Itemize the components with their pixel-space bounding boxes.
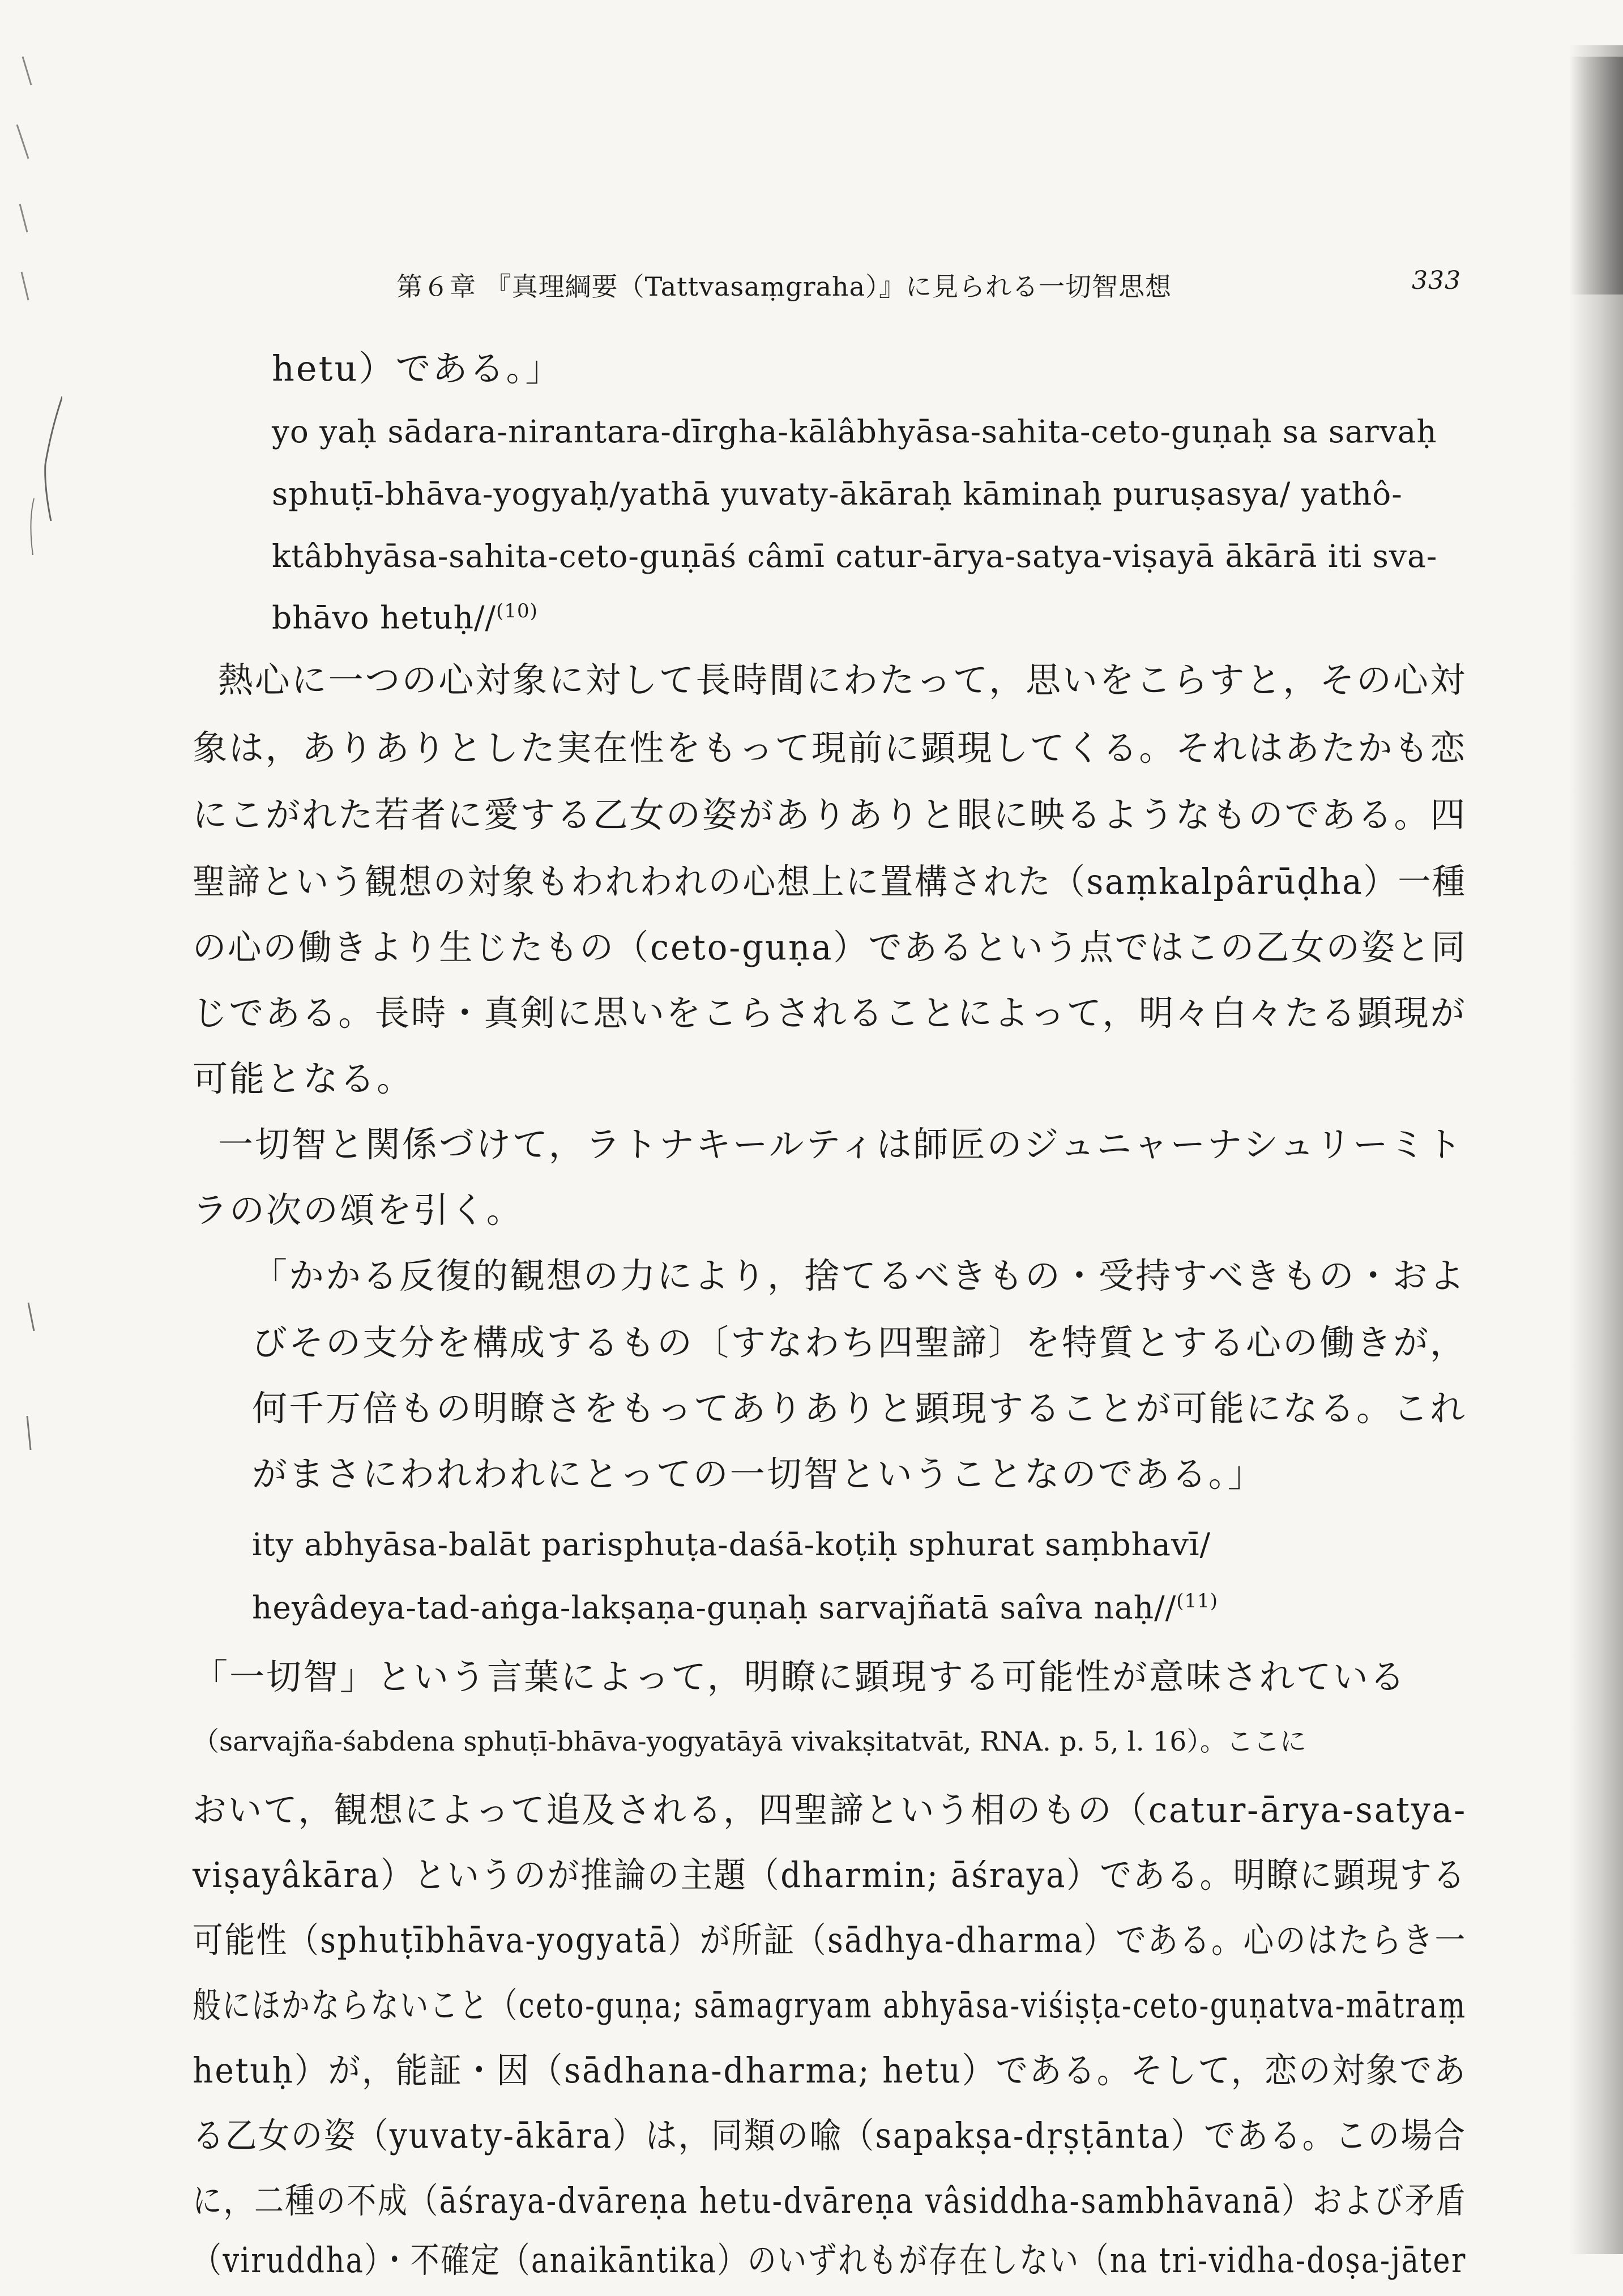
paragraph-line: 象は，ありありとした実在性をもって現前に顕現してくる。それはあたかも恋 [193, 727, 1467, 769]
paragraph-line: 一切智と関係づけて，ラトナキールティは師匠のジュニャーナシュリーミト [218, 1124, 1463, 1165]
paragraph-line: おいて，観想によって追及される，四聖諦という相のもの（catur-ārya-satya- [193, 1789, 1467, 1830]
scan-margin-marks [11, 34, 62, 2016]
sanskrit-line: sphuṭī-bhāva-yogyaḥ/yathā yuvaty-ākāraḥ kāminaḥ puruṣasya/ yathô- [272, 476, 1403, 512]
paragraph-line: 熱心に一つの心対象に対して長時間にわたって，思いをこらすと，その心対 [218, 659, 1467, 701]
paragraph-line: ラの次の頌を引く。 [193, 1189, 523, 1231]
page-number: 333 [1412, 266, 1461, 295]
paragraph-line: （sarvajña-śabdena sphuṭī-bhāva-yogyatāyā vivakṣitatvāt, RNA. p. 5, l. 16）。ここに [193, 1726, 1306, 1757]
scan-edge-shadow-top [1569, 57, 1623, 295]
quotation-line: びその支分を構成するもの〔すなわち四聖諦〕を特質とする心の働きが， [252, 1322, 1467, 1363]
paragraph-line: じである。長時・真剣に思いをこらされることによって，明々白々たる顕現が [193, 992, 1467, 1034]
sanskrit-line [272, 599, 538, 636]
sanskrit-line: yo yaḥ sādara-nirantara-dīrgha-kālâbhyāsa-sahita-ceto-guṇaḥ sa sarvaḥ [272, 413, 1437, 450]
paragraph-line: 可能となる。 [193, 1058, 414, 1099]
footnote-ref: (11) [1176, 1590, 1219, 1612]
sanskrit-text: bhāvo hetuḥ// [272, 599, 497, 636]
paragraph-line: 般にほかならないこと（ceto-guṇa; sāmagryam abhyāsa-viśiṣṭa-ceto-guṇatva-mātraṃ [193, 1985, 1467, 2026]
paragraph-line: 可能性（sphuṭībhāva-yogyatā）が所証（sādhya-dharma）である。心のはたらき一 [193, 1919, 1467, 1961]
sanskrit-line [252, 1589, 1219, 1626]
paragraph-line: viṣayâkāra）というのが推論の主題（dharmin; āśraya）である。明瞭に顕現する [193, 1854, 1467, 1896]
text-line: hetu）である。」 [272, 348, 562, 389]
scan-edge-shadow [1569, 45, 1623, 2254]
quotation-line: がまさにわれわれにとっての一切智ということなのである。」 [252, 1453, 1265, 1495]
paragraph-line: の心の働きより生じたもの（ceto-guṇa）であるという点ではこの乙女の姿と同 [193, 927, 1467, 968]
sanskrit-line: ktâbhyāsa-sahita-ceto-guṇāś câmī catur-ārya-satya-viṣayā ākārā iti sva- [272, 538, 1438, 574]
quotation-line: 「かかる反復的観想の力により，捨てるべきもの・受持すべきもの・およ [252, 1255, 1466, 1296]
paragraph-line: 「一切智」という言葉によって，明瞭に顕現する可能性が意味されている [193, 1656, 1407, 1697]
footnote-ref: (10) [496, 600, 538, 622]
paragraph-line: 聖諦という観想の対象もわれわれの心想上に置構された（saṃkalpârūḍha）一種 [193, 861, 1467, 902]
paragraph-line: hetuḥ）が，能証・因（sādhana-dharma; hetu）である。そして，恋の対象であ [193, 2050, 1467, 2091]
paragraph-line: （viruddha）・不確定（anaikāntika）のいずれもが存在しない（na tri-vidha-doṣa-jāter [193, 2239, 1467, 2281]
chapter-title: 第６章 『真理綱要（Tattvasaṃgraha）』に見られる一切智思想 [396, 271, 1172, 302]
paragraph-line: にこがれた若者に愛する乙女の姿がありありと眼に映るようなものである。四 [193, 794, 1467, 835]
paragraph-line: る乙女の姿（yuvaty-ākāra）は，同類の喩（sapakṣa-dṛṣṭānta）である。この場合 [193, 2115, 1467, 2156]
sanskrit-text: heyâdeya-tad-aṅga-lakṣaṇa-guṇaḥ sarvajñatā saîva naḥ// [252, 1589, 1177, 1626]
quotation-line: 何千万倍もの明瞭さをもってありありと顕現することが可能になる。これ [252, 1388, 1467, 1429]
sanskrit-line: ity abhyāsa-balāt parisphuṭa-daśā-koṭiḥ sphurat saṃbhavī/ [252, 1526, 1211, 1563]
paragraph-line: に，二種の不成（āśraya-dvāreṇa hetu-dvāreṇa vâsiddha-sambhāvanā）および矛盾 [193, 2180, 1467, 2221]
